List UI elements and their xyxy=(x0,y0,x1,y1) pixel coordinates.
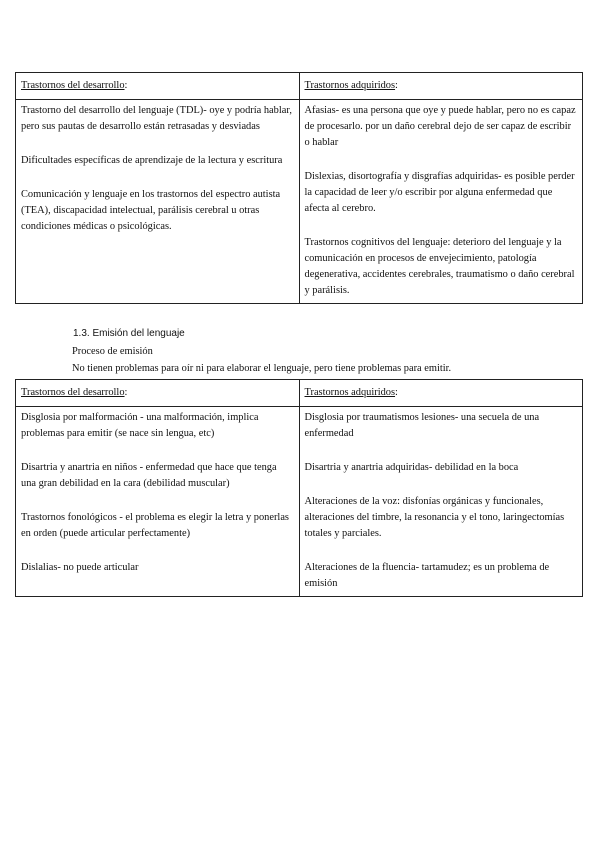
section-note: No tienen problemas para oír ni para elaborar el lenguaje, pero tiene problemas para emitir. xyxy=(72,363,452,374)
table1-acquired-cell xyxy=(299,100,583,304)
table2-acq-item-1: Disglosia por traumatismos lesiones- una secuela de una enfermedad xyxy=(304,412,540,439)
table2-dev-item-3: Trastornos fonológicos - el problema es elegir la letra y ponerlas en orden (puede articular perfectamente) xyxy=(21,512,289,539)
table1-header-developmental: Trastornos del desarrollo: xyxy=(16,73,300,100)
table2-header-developmental: Trastornos del desarrollo: xyxy=(16,380,300,407)
table2-header-acquired: Trastornos adquiridos: xyxy=(299,380,583,407)
table1-dev-item-2: Dificultades específicas de aprendizaje de la lectura y escritura xyxy=(21,155,283,166)
table-developmental-acquired-1 xyxy=(15,72,583,304)
table2-dev-item-1: Disglosia por malformación - una malformación, implica problemas para emitir (se nace sin lengua, etc) xyxy=(21,412,259,439)
table1-acq-item-3: Trastornos cognitivos del lenguaje: deterioro del lenguaje y la comunicación en procesos de envejecimiento, patología degenerativa, accidentes cerebrales, traumatismo o daño cerebral y parálisis. xyxy=(304,237,575,296)
section-subtitle: Proceso de emisión xyxy=(72,346,153,357)
section-heading: 1.3. Emisión del lenguaje xyxy=(73,328,185,339)
table2-acq-item-3: Alteraciones de la voz: disfonías orgánicas y funcionales, alteraciones del timbre, la resonancia y el tono, laringectomías totales y parciales. xyxy=(304,496,565,539)
table1-developmental-cell xyxy=(16,100,300,304)
table2-dev-item-2: Disartria y anartria en niños - enfermedad que hace que tenga una gran debilidad en la cara (debilidad muscular) xyxy=(21,462,277,489)
table1-dev-item-1: Trastorno del desarrollo del lenguaje (TDL)- oye y podría hablar, pero sus pautas de desarrollo están retrasadas y desviadas xyxy=(21,105,293,132)
table2-acq-item-4: Alteraciones de la fluencia- tartamudez; es un problema de emisión xyxy=(304,562,550,589)
table2-dev-item-4: Dislalias- no puede articular xyxy=(21,562,139,573)
table1-acq-item-2: Dislexias, disortografía y disgrafías adquiridas- es posible perder la capacidad de leer y/o escribir por alguna enfermedad que afecta al cerebro. xyxy=(304,171,575,214)
table1-header-acquired: Trastornos adquiridos: xyxy=(299,73,583,100)
table2-developmental-cell xyxy=(16,407,300,597)
table2-acquired-cell xyxy=(299,407,583,597)
table1-acq-item-1: Afasias- es una persona que oye y puede hablar, pero no es capaz de procesarlo. por un daño cerebral dejo de ser capaz de escribir o hablar xyxy=(304,105,576,148)
table2-acq-item-2: Disartria y anartria adquiridas- debilidad en la boca xyxy=(304,462,519,473)
table-developmental-acquired-2 xyxy=(15,379,583,597)
table1-dev-item-3: Comunicación y lenguaje en los trastornos del espectro autista (TEA), discapacidad intelectual, parálisis cerebral u otras condiciones médicas o psicológicas. xyxy=(21,189,281,232)
